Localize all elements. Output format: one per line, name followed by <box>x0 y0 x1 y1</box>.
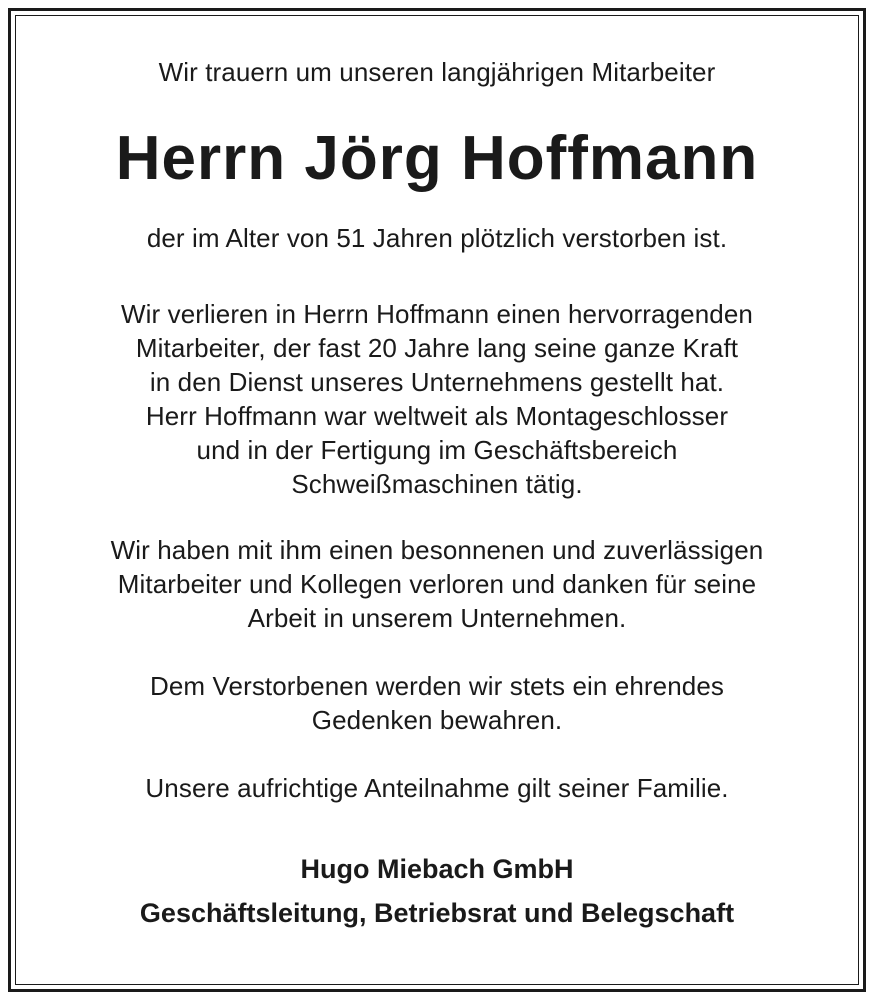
paragraph-3-line: Gedenken bewahren. <box>311 705 563 735</box>
age-line: der im Alter von 51 Jahren plötzlich verstorben ist. <box>146 223 728 253</box>
paragraph-1-line: in den Dienst unseres Unternehmens gestellt hat. <box>149 367 725 397</box>
paragraph-2-line: Wir haben mit ihm einen besonnenen und zuverlässigen <box>110 535 764 565</box>
paragraph-1-line: Schweißmaschinen tätig. <box>291 469 583 499</box>
paragraph-3-line: Dem Verstorbenen werden wir stets ein ehrendes <box>149 671 724 701</box>
paragraph-1-line: und in der Fertigung im Geschäftsbereich <box>196 435 678 465</box>
sympathy-line: Unsere aufrichtige Anteilnahme gilt seiner Familie. <box>145 773 729 803</box>
paragraph-2-line: Arbeit in unserem Unternehmen. <box>247 603 627 633</box>
paragraph-2-line: Mitarbeiter und Kollegen verloren und danken für seine <box>117 569 757 599</box>
company-name: Hugo Miebach GmbH <box>300 854 574 884</box>
paragraph-1-line: Herr Hoffmann war weltweit als Montageschlosser <box>145 401 729 431</box>
paragraph-1-line: Mitarbeiter, der fast 20 Jahre lang seine ganze Kraft <box>135 333 739 363</box>
signatories: Geschäftsleitung, Betriebsrat und Belegschaft <box>139 898 735 928</box>
intro-line: Wir trauern um unseren langjährigen Mitarbeiter <box>158 57 716 87</box>
obituary-notice <box>15 15 859 985</box>
deceased-name: Herrn Jörg Hoffmann <box>115 124 759 193</box>
paragraph-1-line: Wir verlieren in Herrn Hoffmann einen hervorragenden <box>121 299 753 329</box>
